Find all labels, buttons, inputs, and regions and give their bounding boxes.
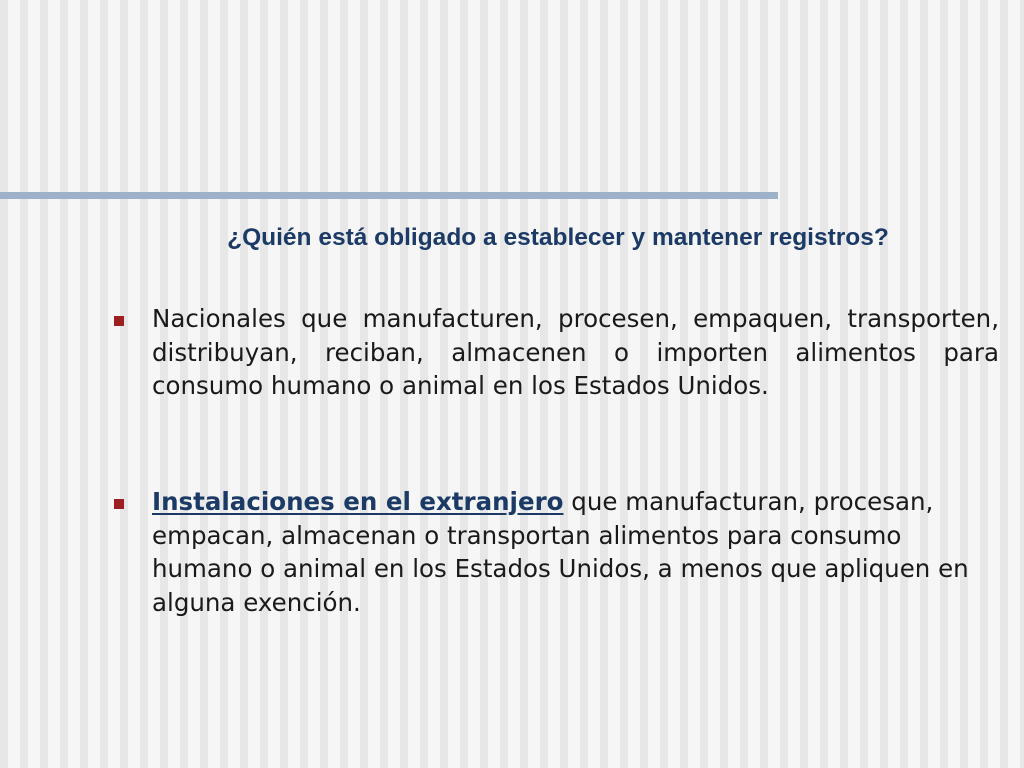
- accent-bar: [0, 192, 778, 199]
- foreign-facilities-link[interactable]: Instalaciones en el extranjero: [152, 487, 564, 516]
- bullet-paragraph: [152, 485, 1002, 619]
- slide-title: ¿Quién está obligado a establecer y mantener registros?: [227, 224, 889, 251]
- bullet-text: Nacionales que manufacturen, procesen, empaquen, transporten, distribuyan, reciban, almacenen o importen alimentos para consumo humano o animal en los Estados Unidos.: [152, 304, 999, 400]
- bullet-text: que manufacturan, procesan, empacan, almacenan o transportan alimentos para consumo humano o animal en los Estados Unidos, a menos que apliquen en alguna exención.: [152, 487, 969, 617]
- square-bullet-icon: [114, 316, 124, 326]
- square-bullet-icon: [114, 499, 124, 509]
